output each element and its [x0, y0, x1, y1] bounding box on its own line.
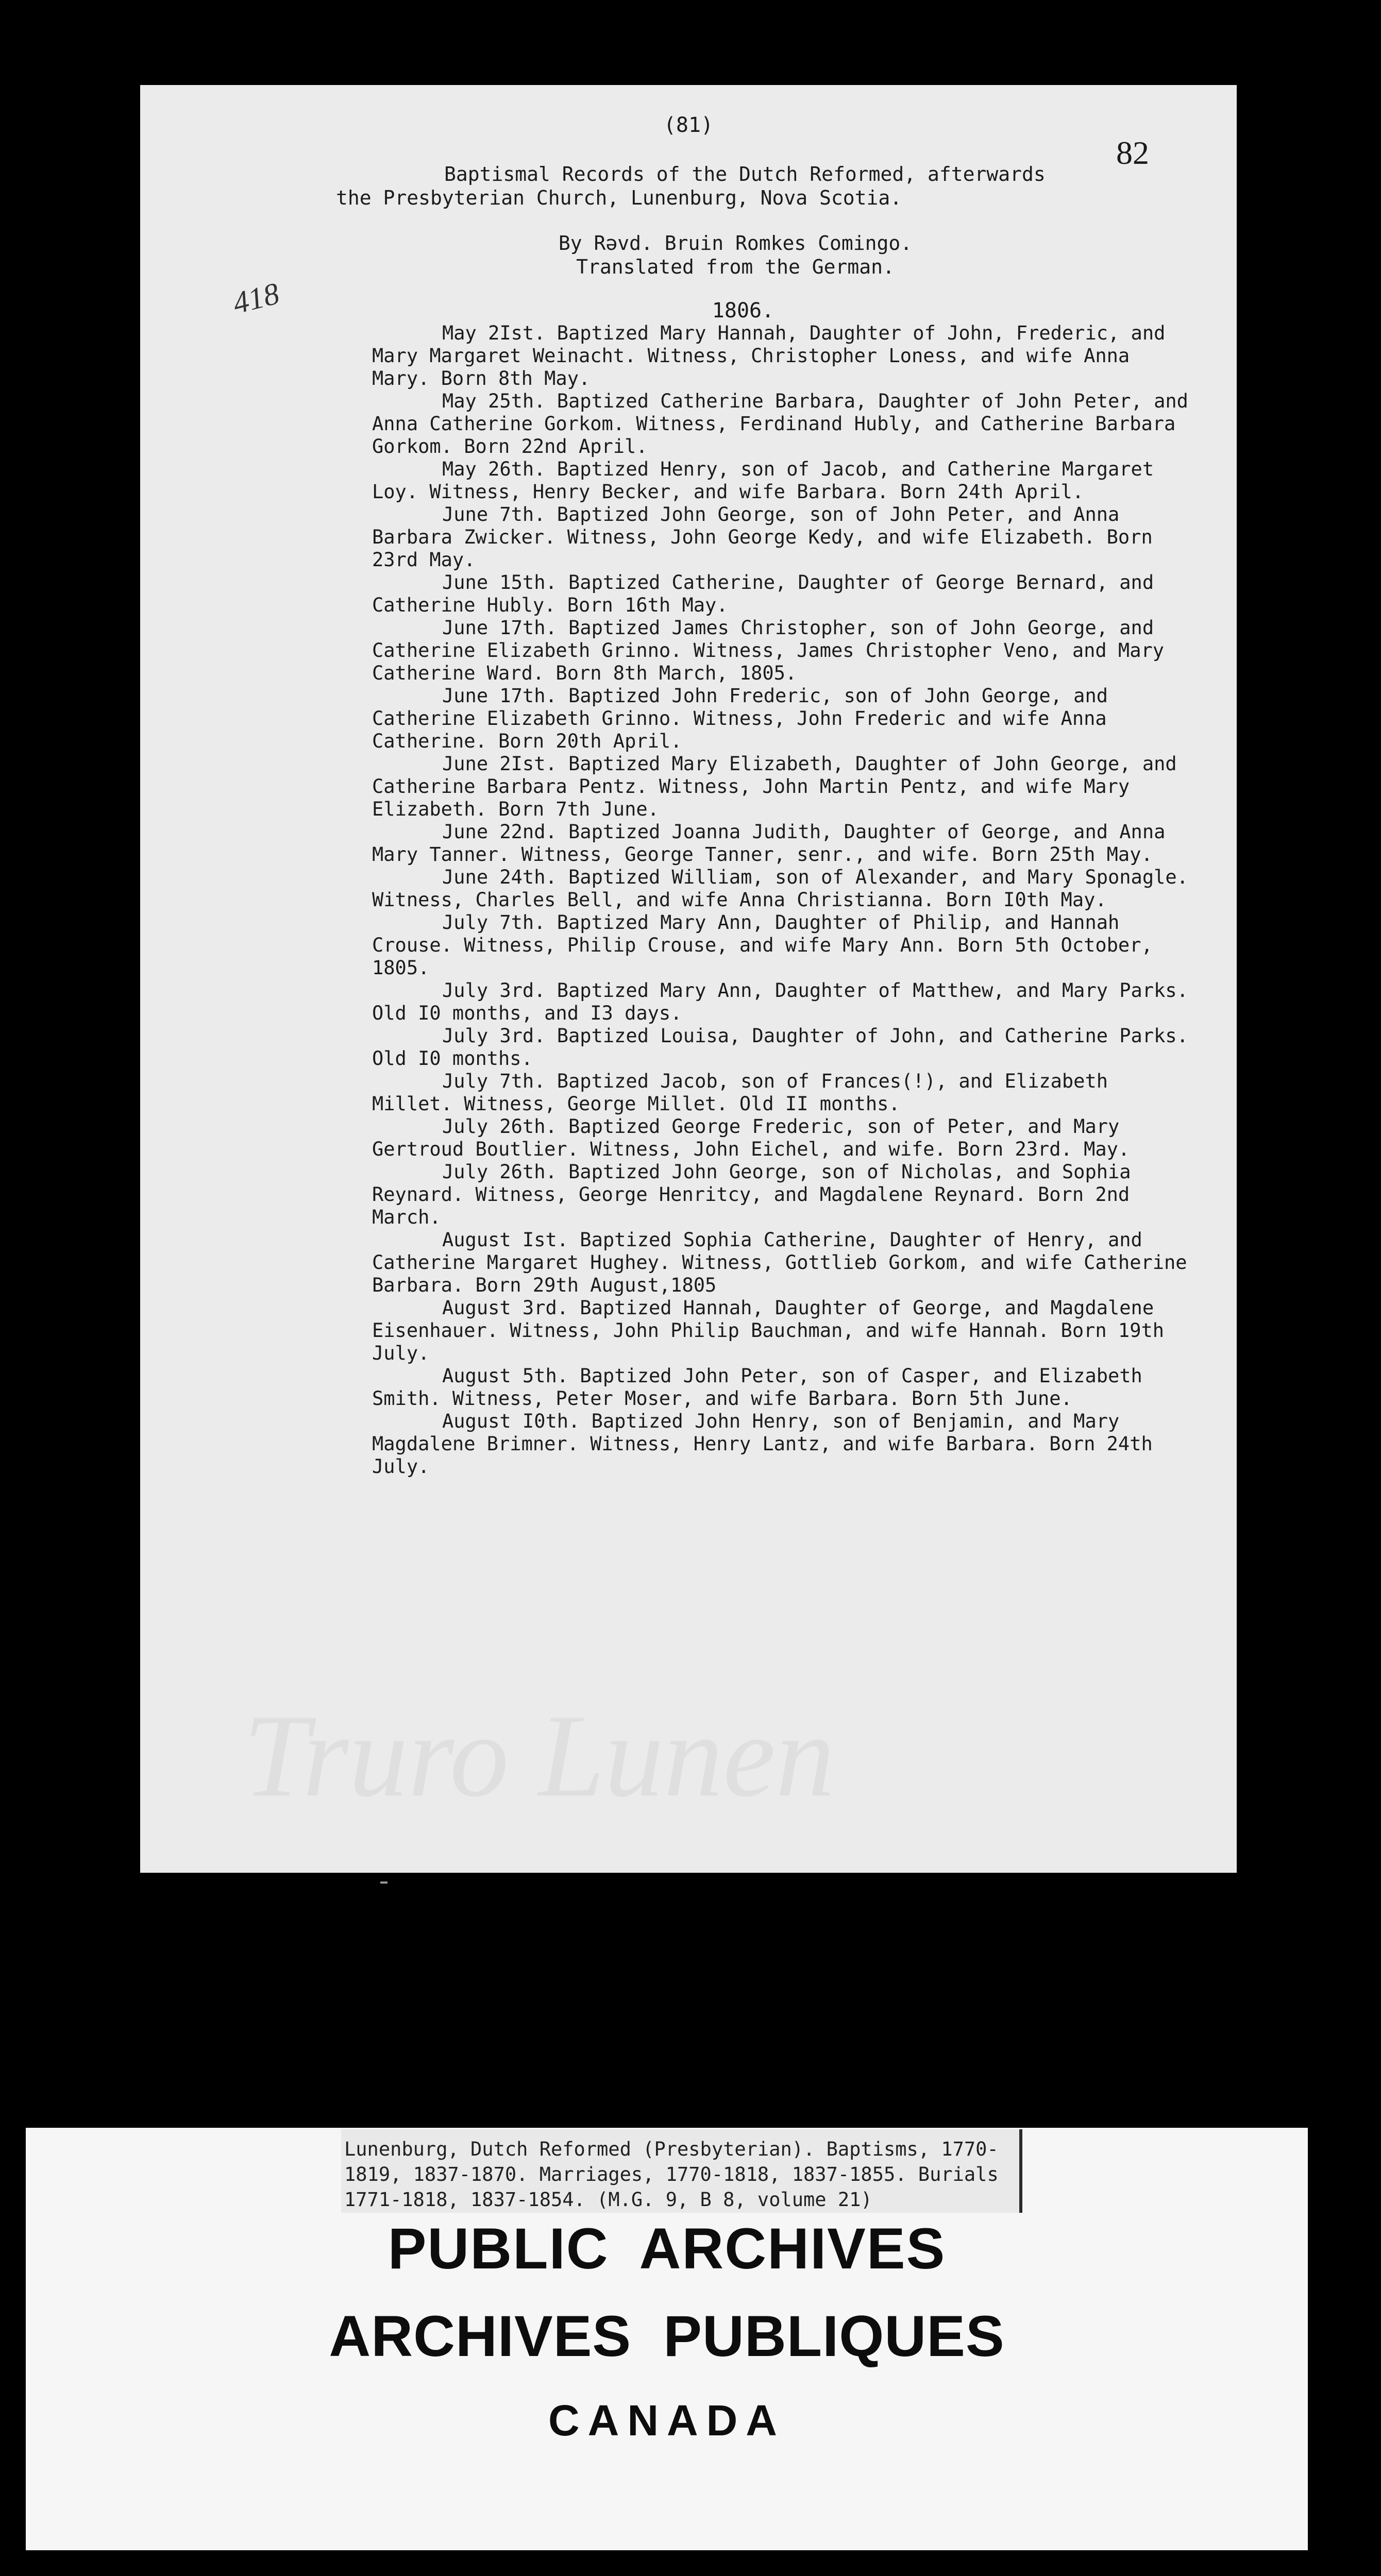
baptism-entries — [372, 322, 1197, 1478]
document-page — [140, 85, 1237, 1873]
film-mark — [380, 1882, 388, 1884]
baptism-entry: May 2Ist. Baptized Mary Hannah, Daughter of John, Frederic, and Mary Margaret Weinacht. Witness, Christopher Loness, and wife Anna Mary. Born 8th May. — [372, 322, 1166, 389]
baptism-entry: June 2Ist. Baptized Mary Elizabeth, Daughter of John George, and Catherine Barbara Pentz. Witness, John Martin Pentz, and wife Mary Elizabeth. Born 7th June. — [372, 753, 1177, 820]
baptism-entry: July 7th. Baptized Jacob, son of Frances(!), and Elizabeth Millet. Witness, George Millet. Old II months. — [372, 1070, 1108, 1115]
baptism-entry: July 26th. Baptized George Frederic, son of Peter, and Mary Gertroud Boutlier. Witness, John Eichel, and wife. Born 23rd. May. — [372, 1115, 1130, 1160]
margin-note: 418 — [229, 276, 283, 320]
baptism-entry: June 24th. Baptized William, son of Alexander, and Mary Sponagle. Witness, Charles Bell, and wife Anna Christianna. Born I0th May. — [372, 866, 1188, 911]
baptism-entry: August 3rd. Baptized Hannah, Daughter of George, and Magdalene Eisenhauer. Witness, John Philip Bauchman, and wife Hannah. Born 19th July. — [372, 1297, 1165, 1364]
baptism-entry: July 26th. Baptized John George, son of Nicholas, and Sophia Reynard. Witness, George Henritcy, and Magdalene Reynard. Born 2nd March. — [372, 1161, 1131, 1228]
baptism-entry: June 17th. Baptized James Christopher, son of John George, and Catherine Elizabeth Grinno. Witness, James Christopher Veno, and Mary Catherine Ward. Born 8th March, 1805. — [372, 617, 1165, 684]
baptism-entry: May 25th. Baptized Catherine Barbara, Daughter of John Peter, and Anna Catherine Gorkom. Witness, Ferdinand Hubly, and Catherine Barbara Gorkom. Born 22nd April. — [372, 390, 1188, 457]
caption-line: Lunenburg, Dutch Reformed (Presbyterian). Baptisms, 1770- — [344, 2138, 999, 2160]
baptism-entry: July 7th. Baptized Mary Ann, Daughter of Philip, and Hannah Crouse. Witness, Philip Crouse, and wife Mary Ann. Born 5th October, 1805. — [372, 911, 1153, 979]
header-title-line2: the Presbyterian Church, Lunenburg, Nova Scotia. — [336, 187, 902, 209]
baptism-entry: May 26th. Baptized Henry, son of Jacob, and Catherine Margaret Loy. Witness, Henry Becker, and wife Barbara. Born 24th April. — [372, 458, 1154, 503]
document-header — [336, 162, 1181, 279]
page-number-right: 82 — [1116, 134, 1149, 171]
baptism-entry: June 7th. Baptized John George, son of John Peter, and Anna Barbara Zwicker. Witness, John George Kedy, and wife Elizabeth. Born 23rd May. — [372, 503, 1153, 571]
baptism-entry: June 15th. Baptized Catherine, Daughter of George Bernard, and Catherine Hubly. Born 16th May. — [372, 571, 1154, 616]
collection-caption — [341, 2129, 1022, 2213]
public-archives-label: PUBLIC ARCHIVES — [388, 2216, 946, 2281]
header-author: By Rəvd. Bruin Romkes Comingo. — [558, 232, 913, 255]
baptism-entry: June 22nd. Baptized Joanna Judith, Daughter of George, and Anna Mary Tanner. Witness, George Tanner, senr., and wife. Born 25th May. — [372, 821, 1166, 866]
baptism-entry: August 5th. Baptized John Peter, son of Casper, and Elizabeth Smith. Witness, Peter Moser, and wife Barbara. Born 5th June. — [372, 1365, 1142, 1410]
archives-card — [26, 2128, 1308, 2550]
archives-publiques-label: ARCHIVES PUBLIQUES — [329, 2304, 1005, 2368]
header-translated: Translated from the German. — [576, 256, 895, 278]
baptism-entry: August Ist. Baptized Sophia Catherine, Daughter of Henry, and Catherine Margaret Hughey. Witness, Gottlieb Gorkom, and wife Catherine Barbara. Born 29th August,1805 — [372, 1229, 1187, 1296]
page-number-top: (81) — [663, 113, 714, 137]
baptism-entry: August I0th. Baptized John Henry, son of Benjamin, and Mary Magdalene Brimner. Witness, Henry Lantz, and wife Barbara. Born 24th July. — [372, 1410, 1153, 1478]
baptism-entry: July 3rd. Baptized Louisa, Daughter of John, and Catherine Parks. Old I0 months. — [372, 1025, 1188, 1070]
caption-line: 1819, 1837-1870. Marriages, 1770-1818, 1837-1855. Burials — [344, 2163, 999, 2185]
header-title-line1: Baptismal Records of the Dutch Reformed, afterwards — [444, 163, 1046, 185]
caption-line: 1771-1818, 1837-1854. (M.G. 9, B 8, volume 21) — [344, 2189, 872, 2211]
baptism-entry: July 3rd. Baptized Mary Ann, Daughter of Matthew, and Mary Parks. Old I0 months, and I3 days. — [372, 979, 1188, 1024]
bleed-through-script: Truro Lunen — [243, 1690, 835, 1821]
baptism-entry: June 17th. Baptized John Frederic, son of John George, and Catherine Elizabeth Grinno. Witness, John Frederic and wife Anna Catherine. Born 20th April. — [372, 685, 1108, 752]
canada-label: CANADA — [548, 2396, 785, 2445]
year-heading: 1806. — [712, 299, 774, 323]
